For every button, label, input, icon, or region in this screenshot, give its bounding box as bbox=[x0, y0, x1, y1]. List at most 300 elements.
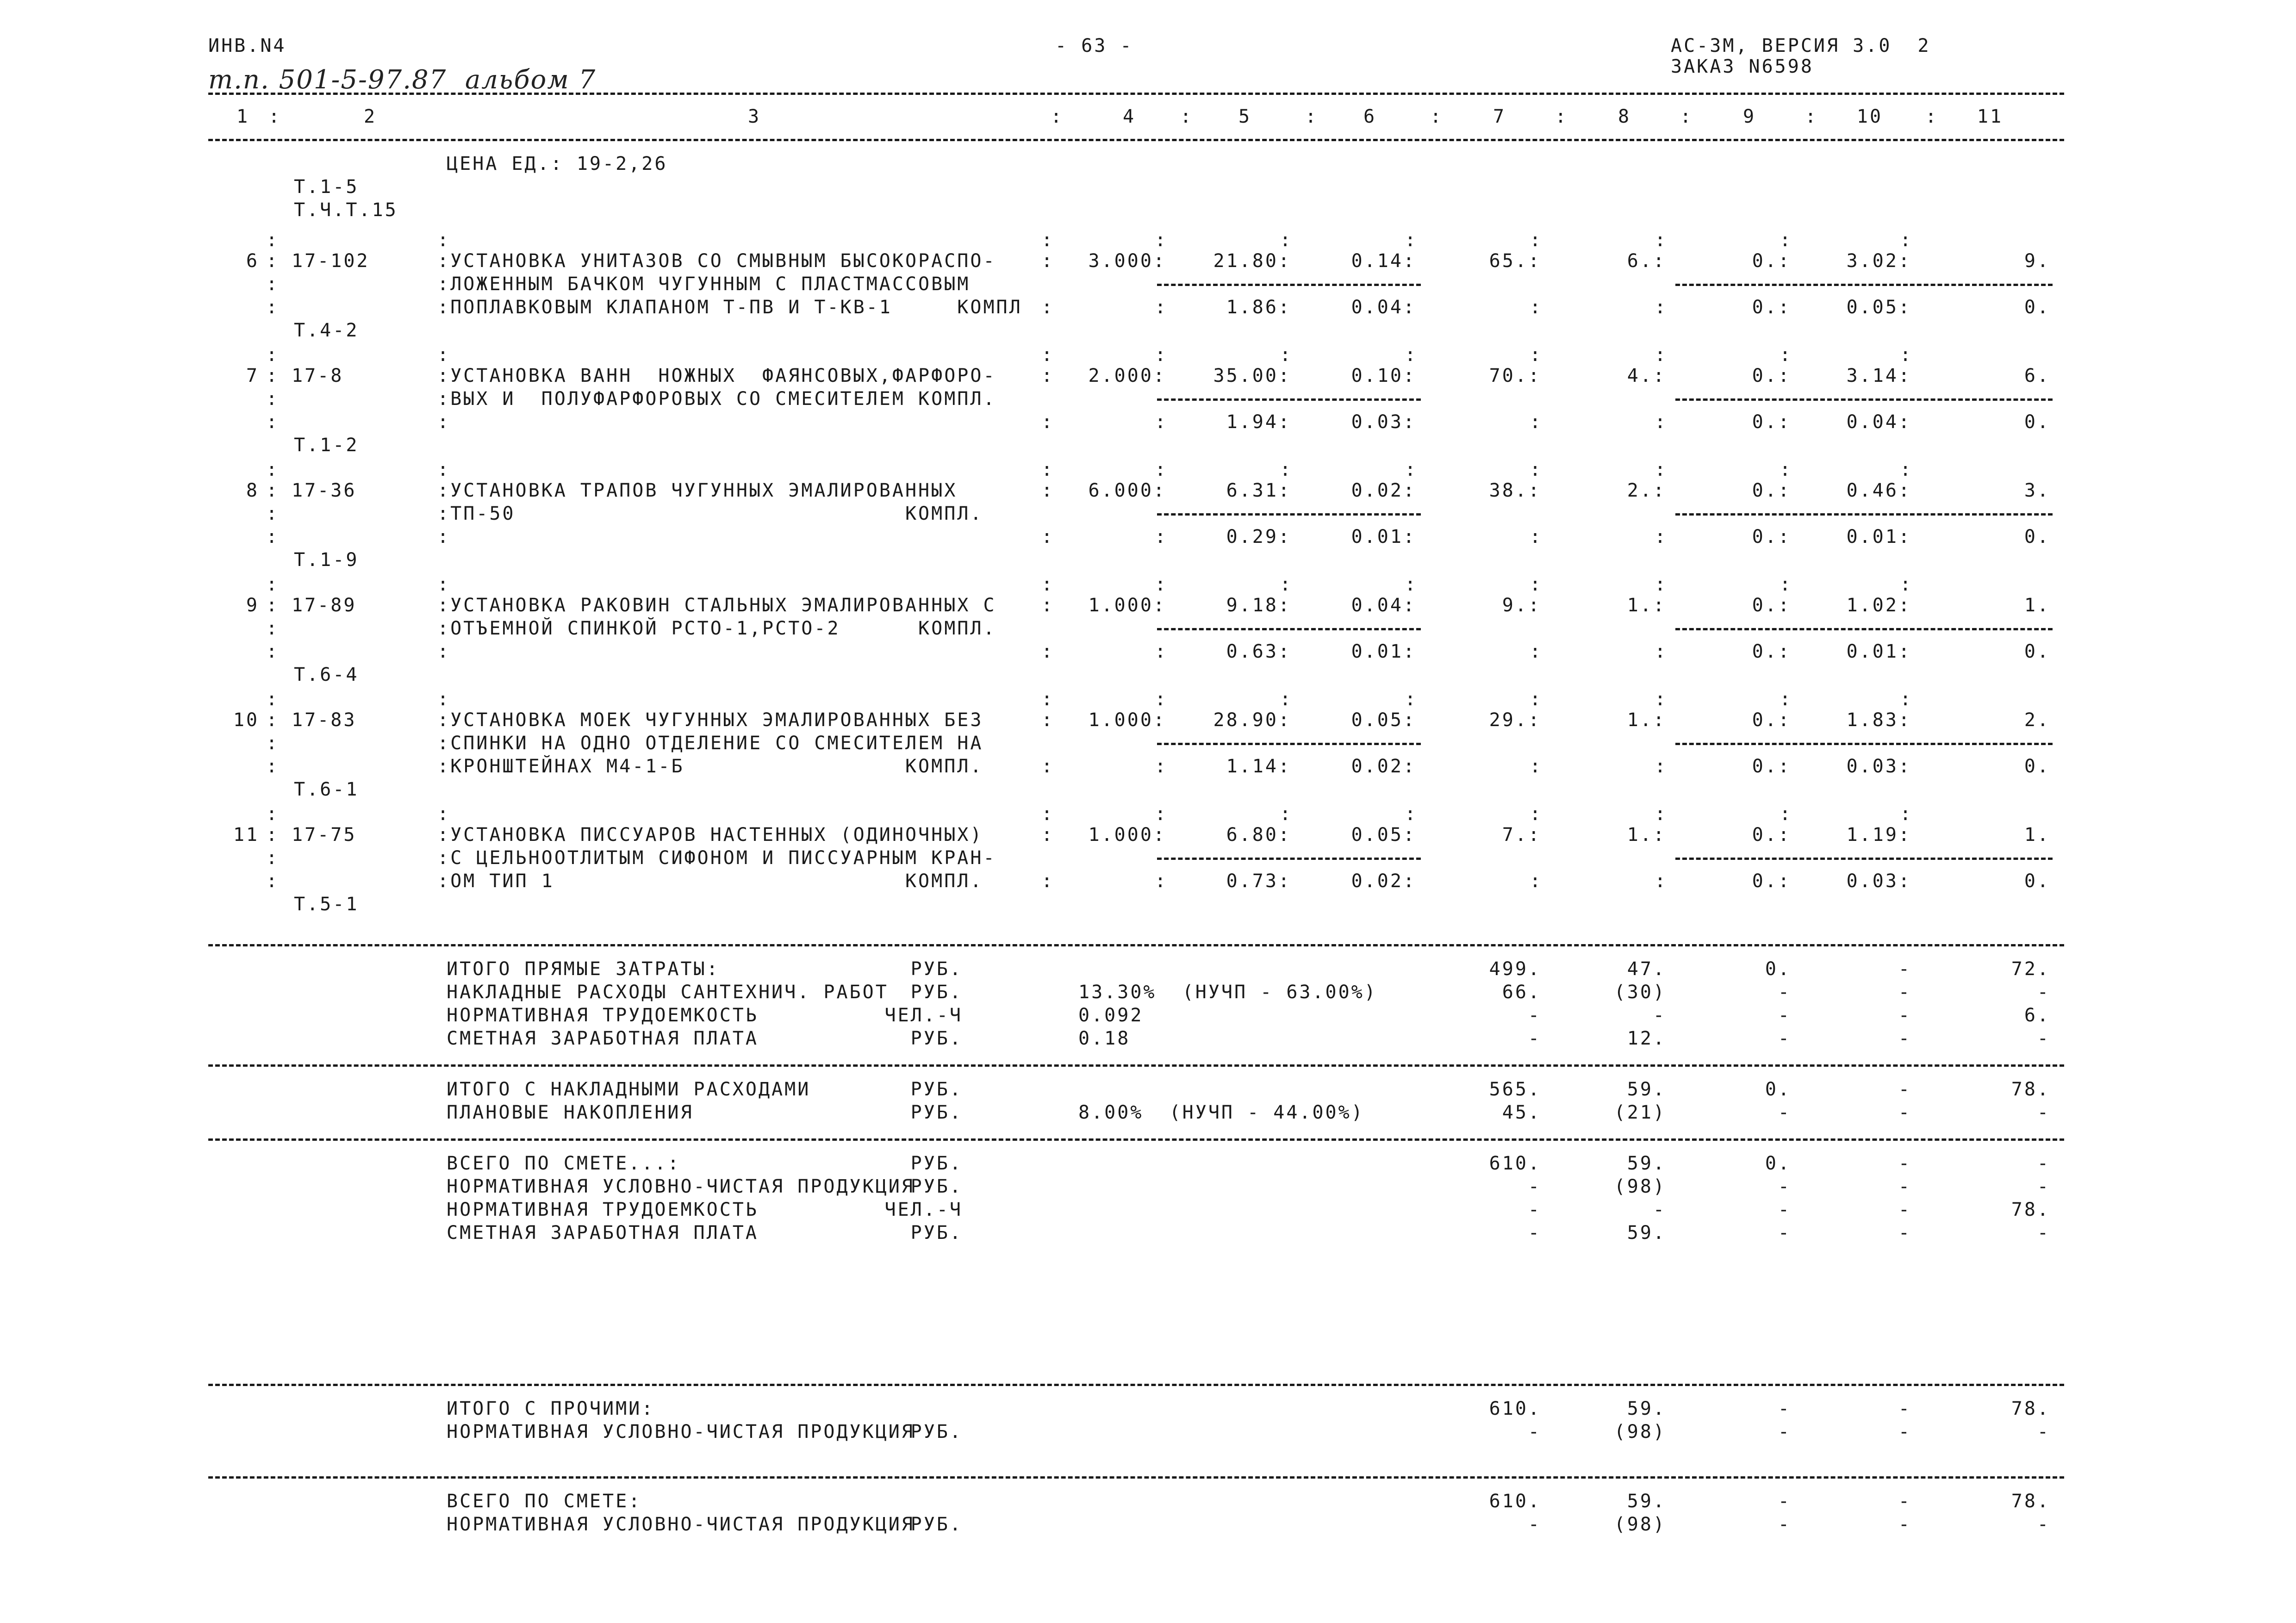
summary-col-7: 66. bbox=[1502, 982, 1541, 1003]
inventory-number: ИНВ.N4 bbox=[208, 35, 286, 56]
col-11-part: 0. bbox=[2024, 641, 2050, 662]
colon: : bbox=[266, 847, 280, 869]
inner-rule bbox=[1157, 628, 1421, 630]
summary-col-11: 78. bbox=[2011, 1398, 2050, 1419]
column-separator: : bbox=[1180, 106, 1194, 127]
summary-col-8: 59. bbox=[1627, 1222, 1666, 1244]
column-number: 7 bbox=[1493, 106, 1506, 127]
unit-price: 6.80: bbox=[1226, 824, 1291, 846]
item-description: :УСТАНОВКА ПИССУАРОВ НАСТЕННЫХ (ОДИНОЧНЫХ) bbox=[437, 824, 983, 846]
summary-col-9: - bbox=[1778, 1421, 1791, 1443]
colon: : bbox=[1155, 574, 1168, 595]
colon: : bbox=[437, 230, 451, 251]
col-10: 1.19: bbox=[1846, 824, 1911, 846]
colon: : bbox=[1780, 344, 1793, 366]
col-9-part: 0.: bbox=[1752, 871, 1791, 892]
item-description: :КРОНШТЕЙНАХ М4-1-Б КОМПЛ. bbox=[437, 756, 983, 777]
colon: : bbox=[266, 689, 280, 710]
summary-col-10: - bbox=[1898, 1176, 1911, 1197]
summary-col-11: - bbox=[2037, 1028, 2050, 1049]
unit-wage: 0.05: bbox=[1351, 824, 1416, 846]
summary-col-7: 610. bbox=[1489, 1398, 1541, 1419]
summary-col-10: - bbox=[1898, 1421, 1911, 1443]
col-11: 1. bbox=[2024, 824, 2050, 846]
total-wage: 4.: bbox=[1627, 365, 1666, 386]
colon: : bbox=[1530, 344, 1543, 366]
item-number: 8 bbox=[246, 480, 259, 501]
summary-unit: РУБ. bbox=[910, 1079, 963, 1100]
summary-col-9: - bbox=[1778, 1491, 1791, 1512]
item-code: 17-89 bbox=[292, 595, 357, 616]
col-10: 0.46: bbox=[1846, 480, 1911, 501]
col-9-part: 0.: bbox=[1752, 297, 1791, 318]
col-11-part: 0. bbox=[2024, 411, 2050, 433]
item-code: 17-36 bbox=[292, 480, 357, 501]
summary-label: НОРМАТИВНАЯ УСЛОВНО-ЧИСТАЯ ПРОДУКЦИЯ bbox=[447, 1514, 915, 1535]
unit-wage-part: 0.01: bbox=[1351, 526, 1416, 547]
colon: : bbox=[1530, 574, 1543, 595]
column-number: 11 bbox=[1977, 106, 2004, 127]
summary-label: НОРМАТИВНАЯ ТРУДОЕМКОСТЬ bbox=[447, 1199, 759, 1220]
colon: : bbox=[1900, 344, 1913, 366]
inner-rule bbox=[1157, 284, 1421, 286]
colon: : bbox=[1530, 411, 1543, 433]
summary-col-7: - bbox=[1528, 1005, 1541, 1026]
summary-col-11: 78. bbox=[2011, 1079, 2050, 1100]
summary-col-8: 59. bbox=[1627, 1398, 1666, 1419]
col-10: 3.14: bbox=[1846, 365, 1911, 386]
colon: : bbox=[437, 344, 451, 366]
summary-col-7: - bbox=[1528, 1199, 1541, 1220]
summary-col-8: (98) bbox=[1614, 1421, 1666, 1443]
summary-col-11: - bbox=[2037, 1102, 2050, 1123]
colon: : bbox=[1530, 871, 1543, 892]
colon: : bbox=[1900, 230, 1913, 251]
colon: : bbox=[437, 803, 451, 825]
column-separator: : bbox=[1430, 106, 1444, 127]
column-separator: : bbox=[268, 106, 282, 127]
summary-unit: РУБ. bbox=[910, 1153, 963, 1174]
inner-rule bbox=[1157, 398, 1421, 401]
column-number: 1 bbox=[236, 106, 250, 127]
colon: : bbox=[1041, 824, 1055, 846]
summary-col-9: - bbox=[1778, 1176, 1791, 1197]
unit-wage: 0.10: bbox=[1351, 365, 1416, 386]
summary-unit: РУБ. bbox=[910, 1176, 963, 1197]
summary-col-10: - bbox=[1898, 958, 1911, 980]
pre-reference-1: Т.1-5 bbox=[294, 176, 359, 198]
item-description: :С ЦЕЛЬНООТЛИТЫМ СИФОНОМ И ПИССУАРНЫМ КРАН- bbox=[437, 847, 996, 869]
colon: : bbox=[1655, 641, 1668, 662]
summary-col-11: 78. bbox=[2011, 1491, 2050, 1512]
unit-wage: 0.05: bbox=[1351, 709, 1416, 731]
colon: : bbox=[1655, 689, 1668, 710]
inner-rule bbox=[1675, 628, 2053, 630]
inner-rule bbox=[1157, 858, 1421, 860]
colon: : bbox=[1405, 344, 1418, 366]
item-code: 17-8 bbox=[292, 365, 344, 386]
total-wage: 6.: bbox=[1627, 250, 1666, 272]
summary-unit: РУБ. bbox=[910, 1421, 963, 1443]
colon: : bbox=[437, 459, 451, 480]
colon: : bbox=[1041, 459, 1055, 480]
item-description: :ПОПЛАВКОВЫМ КЛАПАНОМ Т-ПВ И Т-КВ-1 КОМПЛ bbox=[437, 297, 1022, 318]
summary-col-7: 45. bbox=[1502, 1102, 1541, 1123]
col-10: 3.02: bbox=[1846, 250, 1911, 272]
col-11: 1. bbox=[2024, 595, 2050, 616]
colon: : bbox=[266, 365, 280, 386]
summary-col-9: - bbox=[1778, 1028, 1791, 1049]
item-description: : bbox=[437, 641, 451, 662]
summary-col-11: - bbox=[2037, 1176, 2050, 1197]
colon: : bbox=[1405, 803, 1418, 825]
summary-label: ИТОГО С ПРОЧИМИ: bbox=[447, 1398, 655, 1419]
col-11: 3. bbox=[2024, 480, 2050, 501]
summary-col-7: 565. bbox=[1489, 1079, 1541, 1100]
item-description: :ВЫХ И ПОЛУФАРФОРОВЫХ СО СМЕСИТЕЛЕМ КОМПЛ. bbox=[437, 388, 996, 410]
total-cost: 7.: bbox=[1502, 824, 1541, 846]
summary-col-7: 610. bbox=[1489, 1491, 1541, 1512]
unit-price: 6.31: bbox=[1226, 480, 1291, 501]
colon: : bbox=[266, 803, 280, 825]
header-bottom-rule bbox=[208, 139, 2064, 141]
summary-col-11: - bbox=[2037, 1421, 2050, 1443]
colon: : bbox=[1900, 459, 1913, 480]
summary-col-7: 499. bbox=[1489, 958, 1541, 980]
colon: : bbox=[1530, 459, 1543, 480]
total-wage: 1.: bbox=[1627, 709, 1666, 731]
colon: : bbox=[266, 503, 280, 524]
summary-unit: РУБ. bbox=[910, 1514, 963, 1535]
item-reference: Т.6-4 bbox=[294, 664, 359, 685]
price-unit-label: ЦЕНА ЕД.: 19-2,26 bbox=[447, 153, 668, 174]
colon: : bbox=[266, 641, 280, 662]
summary-unit: ЧЕЛ.-Ч bbox=[884, 1005, 963, 1026]
col-11: 6. bbox=[2024, 365, 2050, 386]
colon: : bbox=[266, 344, 280, 366]
col-9-part: 0.: bbox=[1752, 756, 1791, 777]
column-number: 10 bbox=[1856, 106, 1883, 127]
item-description: :ОМ ТИП 1 КОМПЛ. bbox=[437, 871, 983, 892]
column-number: 4 bbox=[1122, 106, 1136, 127]
colon: : bbox=[1780, 230, 1793, 251]
total-cost: 70.: bbox=[1489, 365, 1541, 386]
unit-price-part: 1.94: bbox=[1226, 411, 1291, 433]
colon: : bbox=[1155, 344, 1168, 366]
item-number: 7 bbox=[246, 365, 259, 386]
summary-label: НОРМАТИВНАЯ ТРУДОЕМКОСТЬ bbox=[447, 1005, 759, 1026]
item-description: :ЛОЖЕННЫМ БАЧКОМ ЧУГУННЫМ С ПЛАСТМАССОВЫМ bbox=[437, 274, 971, 295]
colon: : bbox=[1405, 230, 1418, 251]
col-10-part: 0.01: bbox=[1846, 641, 1911, 662]
summary-unit: РУБ. bbox=[910, 1102, 963, 1123]
summary-col-9: - bbox=[1778, 1102, 1791, 1123]
col-11-part: 0. bbox=[2024, 297, 2050, 318]
colon: : bbox=[1155, 297, 1168, 318]
colon: : bbox=[1041, 250, 1055, 272]
summary-label: НОРМАТИВНАЯ УСЛОВНО-ЧИСТАЯ ПРОДУКЦИЯ bbox=[447, 1176, 915, 1197]
col-11: 2. bbox=[2024, 709, 2050, 731]
col-9: 0.: bbox=[1752, 709, 1791, 731]
colon: : bbox=[1655, 459, 1668, 480]
colon: : bbox=[266, 824, 280, 846]
total-cost: 65.: bbox=[1489, 250, 1541, 272]
summary-extra: 0.092 bbox=[1078, 1005, 1144, 1026]
summary-label: СМЕТНАЯ ЗАРАБОТНАЯ ПЛАТА bbox=[447, 1222, 759, 1244]
colon: : bbox=[437, 574, 451, 595]
colon: : bbox=[1280, 459, 1293, 480]
summary-rule bbox=[208, 1476, 2064, 1479]
summary-col-7: - bbox=[1528, 1028, 1541, 1049]
colon: : bbox=[1655, 574, 1668, 595]
summary-col-9: - bbox=[1778, 1199, 1791, 1220]
col-9: 0.: bbox=[1752, 365, 1791, 386]
column-separator: : bbox=[1925, 106, 1939, 127]
summary-col-11: - bbox=[2037, 982, 2050, 1003]
item-code: 17-83 bbox=[292, 709, 357, 731]
unit-price: 21.80: bbox=[1213, 250, 1291, 272]
summary-col-8: 59. bbox=[1627, 1153, 1666, 1174]
colon: : bbox=[1041, 709, 1055, 731]
column-number: 6 bbox=[1363, 106, 1377, 127]
summary-unit: ЧЕЛ.-Ч bbox=[884, 1199, 963, 1220]
colon: : bbox=[266, 871, 280, 892]
summary-label: ПЛАНОВЫЕ НАКОПЛЕНИЯ bbox=[447, 1102, 694, 1123]
colon: : bbox=[1280, 803, 1293, 825]
item-description: : bbox=[437, 411, 451, 433]
column-separator: : bbox=[1555, 106, 1568, 127]
item-description: :ОТЪЕМНОЙ СПИНКОЙ РСТО-1,РСТО-2 КОМПЛ. bbox=[437, 618, 996, 639]
inner-rule bbox=[1675, 398, 2053, 401]
summary-col-10: - bbox=[1898, 1398, 1911, 1419]
colon: : bbox=[1041, 689, 1055, 710]
summary-label: ИТОГО С НАКЛАДНЫМИ РАСХОДАМИ bbox=[447, 1079, 811, 1100]
colon: : bbox=[1655, 756, 1668, 777]
total-cost: 29.: bbox=[1489, 709, 1541, 731]
colon: : bbox=[1405, 574, 1418, 595]
item-number: 6 bbox=[246, 250, 259, 272]
colon: : bbox=[1780, 803, 1793, 825]
column-number: 3 bbox=[747, 106, 761, 127]
summary-col-9: - bbox=[1778, 1222, 1791, 1244]
colon: : bbox=[1041, 297, 1055, 318]
summary-col-8: 12. bbox=[1627, 1028, 1666, 1049]
summary-col-9: - bbox=[1778, 982, 1791, 1003]
quantity: 1.000: bbox=[1088, 595, 1166, 616]
quantity: 1.000: bbox=[1088, 709, 1166, 731]
unit-price-part: 0.63: bbox=[1226, 641, 1291, 662]
summary-col-10: - bbox=[1898, 1222, 1911, 1244]
summary-col-11: 6. bbox=[2024, 1005, 2050, 1026]
col-11-part: 0. bbox=[2024, 871, 2050, 892]
colon: : bbox=[1780, 459, 1793, 480]
column-separator: : bbox=[1680, 106, 1693, 127]
unit-price: 35.00: bbox=[1213, 365, 1291, 386]
col-10-part: 0.03: bbox=[1846, 871, 1911, 892]
quantity: 1.000: bbox=[1088, 824, 1166, 846]
colon: : bbox=[1530, 641, 1543, 662]
unit-wage-part: 0.02: bbox=[1351, 871, 1416, 892]
colon: : bbox=[1041, 480, 1055, 501]
col-9-part: 0.: bbox=[1752, 526, 1791, 547]
colon: : bbox=[1405, 689, 1418, 710]
item-description: : bbox=[437, 526, 451, 547]
unit-wage-part: 0.01: bbox=[1351, 641, 1416, 662]
colon: : bbox=[1780, 574, 1793, 595]
item-description: :УСТАНОВКА МОЕК ЧУГУННЫХ ЭМАЛИРОВАННЫХ БЕЗ bbox=[437, 709, 983, 731]
colon: : bbox=[1655, 411, 1668, 433]
unit-wage-part: 0.02: bbox=[1351, 756, 1416, 777]
summary-col-10: - bbox=[1898, 982, 1911, 1003]
item-code: 17-102 bbox=[292, 250, 370, 272]
col-10-part: 0.05: bbox=[1846, 297, 1911, 318]
summary-label: СМЕТНАЯ ЗАРАБОТНАЯ ПЛАТА bbox=[447, 1028, 759, 1049]
total-cost: 9.: bbox=[1502, 595, 1541, 616]
col-9: 0.: bbox=[1752, 480, 1791, 501]
colon: : bbox=[266, 709, 280, 731]
unit-price-part: 0.73: bbox=[1226, 871, 1291, 892]
col-10-part: 0.04: bbox=[1846, 411, 1911, 433]
col-11: 9. bbox=[2024, 250, 2050, 272]
item-reference: Т.1-2 bbox=[294, 435, 359, 456]
colon: : bbox=[1530, 803, 1543, 825]
item-number: 11 bbox=[233, 824, 259, 846]
unit-wage: 0.04: bbox=[1351, 595, 1416, 616]
column-number: 5 bbox=[1238, 106, 1252, 127]
col-9: 0.: bbox=[1752, 595, 1791, 616]
summary-rule bbox=[208, 944, 2064, 946]
colon: : bbox=[266, 297, 280, 318]
summary-col-11: 78. bbox=[2011, 1199, 2050, 1220]
summary-col-8: (98) bbox=[1614, 1176, 1666, 1197]
summary-col-10: - bbox=[1898, 1079, 1911, 1100]
colon: : bbox=[1655, 344, 1668, 366]
summary-col-10: - bbox=[1898, 1005, 1911, 1026]
colon: : bbox=[1530, 689, 1543, 710]
item-description: :УСТАНОВКА ВАНН НОЖНЫХ ФАЯНСОВЫХ,ФАРФОРО- bbox=[437, 365, 996, 386]
unit-wage: 0.14: bbox=[1351, 250, 1416, 272]
colon: : bbox=[1041, 574, 1055, 595]
colon: : bbox=[266, 274, 280, 295]
colon: : bbox=[1280, 574, 1293, 595]
summary-col-7: - bbox=[1528, 1421, 1541, 1443]
colon: : bbox=[266, 618, 280, 639]
colon: : bbox=[1655, 871, 1668, 892]
summary-col-8: 59. bbox=[1627, 1491, 1666, 1512]
unit-price-part: 1.86: bbox=[1226, 297, 1291, 318]
item-description: :УСТАНОВКА ТРАПОВ ЧУГУННЫХ ЭМАЛИРОВАННЫХ bbox=[437, 480, 958, 501]
colon: : bbox=[266, 411, 280, 433]
item-code: 17-75 bbox=[292, 824, 357, 846]
unit-price-part: 0.29: bbox=[1226, 526, 1291, 547]
summary-col-9: - bbox=[1778, 1398, 1791, 1419]
item-description: :УСТАНОВКА РАКОВИН СТАЛЬНЫХ ЭМАЛИРОВАННЫХ С bbox=[437, 595, 996, 616]
item-number: 10 bbox=[233, 709, 259, 731]
item-reference: Т.4-2 bbox=[294, 320, 359, 341]
colon: : bbox=[1155, 526, 1168, 547]
column-number: 9 bbox=[1742, 106, 1756, 127]
summary-label: НОРМАТИВНАЯ УСЛОВНО-ЧИСТАЯ ПРОДУКЦИЯ bbox=[447, 1421, 915, 1443]
summary-rule bbox=[208, 1064, 2064, 1067]
summary-col-11: - bbox=[2037, 1153, 2050, 1174]
summary-col-8: (98) bbox=[1614, 1514, 1666, 1535]
total-wage: 1.: bbox=[1627, 824, 1666, 846]
colon: : bbox=[1655, 297, 1668, 318]
item-reference: Т.6-1 bbox=[294, 779, 359, 800]
total-cost: 38.: bbox=[1489, 480, 1541, 501]
summary-col-11: 72. bbox=[2011, 958, 2050, 980]
inner-rule bbox=[1157, 743, 1421, 745]
colon: : bbox=[1655, 803, 1668, 825]
summary-col-9: - bbox=[1778, 1005, 1791, 1026]
colon: : bbox=[266, 250, 280, 272]
inner-rule bbox=[1675, 743, 2053, 745]
summary-unit: РУБ. bbox=[910, 982, 963, 1003]
summary-col-8: (21) bbox=[1614, 1102, 1666, 1123]
order-number: ЗАКАЗ N6598 bbox=[1671, 56, 1814, 77]
summary-col-9: 0. bbox=[1765, 958, 1791, 980]
album-reference-handwritten: т.п. 501-5-97.87 альбом 7 bbox=[208, 65, 597, 95]
system-version: АС-3М, ВЕРСИЯ 3.0 2 bbox=[1671, 35, 1931, 56]
colon: : bbox=[437, 689, 451, 710]
colon: : bbox=[1155, 689, 1168, 710]
summary-col-8: 59. bbox=[1627, 1079, 1666, 1100]
col-9: 0.: bbox=[1752, 824, 1791, 846]
colon: : bbox=[1155, 871, 1168, 892]
summary-unit: РУБ. bbox=[910, 958, 963, 980]
colon: : bbox=[1041, 756, 1055, 777]
colon: : bbox=[1041, 411, 1055, 433]
col-10: 1.02: bbox=[1846, 595, 1911, 616]
summary-col-9: 0. bbox=[1765, 1079, 1791, 1100]
colon: : bbox=[1405, 459, 1418, 480]
col-9-part: 0.: bbox=[1752, 641, 1791, 662]
summary-label: НАКЛАДНЫЕ РАСХОДЫ САНТЕХНИЧ. РАБОТ bbox=[447, 982, 889, 1003]
summary-col-9: 0. bbox=[1765, 1153, 1791, 1174]
summary-col-11: - bbox=[2037, 1514, 2050, 1535]
summary-col-11: - bbox=[2037, 1222, 2050, 1244]
colon: : bbox=[266, 574, 280, 595]
colon: : bbox=[1280, 230, 1293, 251]
colon: : bbox=[1041, 230, 1055, 251]
colon: : bbox=[1041, 641, 1055, 662]
pre-reference-2: Т.Ч.Т.15 bbox=[294, 199, 398, 221]
quantity: 2.000: bbox=[1088, 365, 1166, 386]
inner-rule bbox=[1675, 858, 2053, 860]
summary-label: ВСЕГО ПО СМЕТЕ: bbox=[447, 1491, 642, 1512]
summary-label: ВСЕГО ПО СМЕТЕ...: bbox=[447, 1153, 681, 1174]
colon: : bbox=[266, 526, 280, 547]
item-description: :УСТАНОВКА УНИТАЗОВ СО СМЫВНЫМ БЫСОКОРАСПО- bbox=[437, 250, 996, 272]
col-11-part: 0. bbox=[2024, 756, 2050, 777]
item-number: 9 bbox=[246, 595, 259, 616]
summary-extra: 0.18 bbox=[1078, 1028, 1131, 1049]
colon: : bbox=[1041, 344, 1055, 366]
summary-col-10: - bbox=[1898, 1199, 1911, 1220]
unit-price-part: 1.14: bbox=[1226, 756, 1291, 777]
colon: : bbox=[1530, 230, 1543, 251]
summary-col-8: - bbox=[1653, 1005, 1666, 1026]
colon: : bbox=[1041, 526, 1055, 547]
colon: : bbox=[1041, 365, 1055, 386]
summary-col-7: 610. bbox=[1489, 1153, 1541, 1174]
colon: : bbox=[1041, 871, 1055, 892]
summary-col-7: - bbox=[1528, 1514, 1541, 1535]
colon: : bbox=[1530, 297, 1543, 318]
item-reference: Т.5-1 bbox=[294, 894, 359, 915]
colon: : bbox=[1280, 344, 1293, 366]
colon: : bbox=[1780, 689, 1793, 710]
